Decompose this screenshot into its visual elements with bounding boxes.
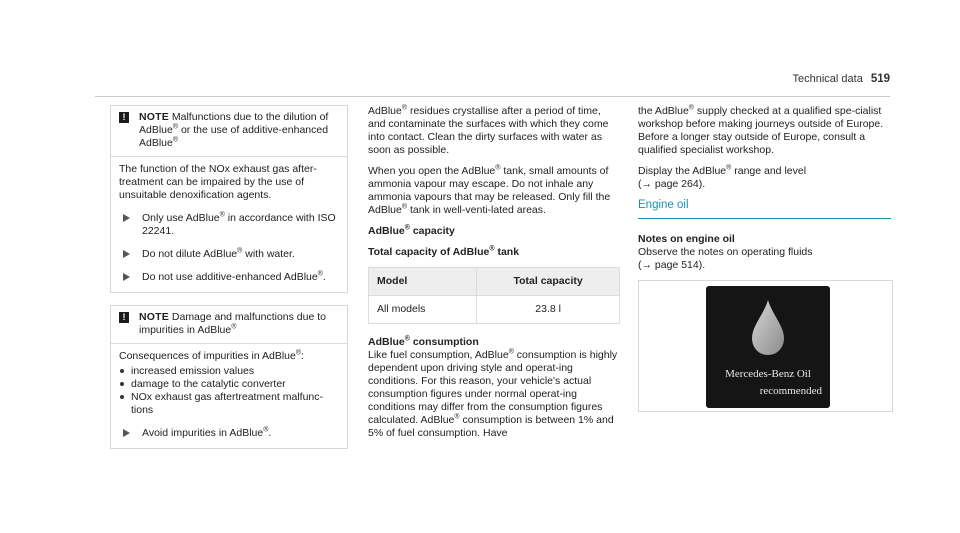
section-name: Technical data (792, 73, 863, 85)
table-row (369, 296, 620, 324)
column-left (110, 105, 348, 461)
step-arrow-icon (123, 250, 130, 258)
note-body (111, 344, 347, 448)
step-arrow-icon (123, 214, 130, 222)
oil-recommendation-logo (706, 286, 830, 408)
note-text: The function of the NOx exhaust gas after-treatment can be impaired by the use of unsuitable denoxification agents. (119, 163, 317, 201)
logo-text: Mercedes-Benz Oil (725, 368, 811, 380)
table-cell: All models (369, 296, 477, 324)
column-header: Total capacity (477, 268, 620, 296)
warning-icon: ! (119, 112, 129, 123)
page-ref-link[interactable]: (→ page 264). (638, 178, 706, 190)
paragraph: When you open the AdBlue® tank, small amounts of ammonia vapour may escape. Do not inhale any ammonia vapours that may be released. Only fill the AdBlue® tank in well-venti-lated areas. (368, 164, 611, 216)
page-header (792, 73, 890, 85)
step-item: Avoid impurities in AdBlue®. (119, 427, 339, 440)
column-header: Model (369, 268, 477, 296)
note-body (111, 157, 347, 292)
step-arrow-icon (123, 429, 130, 437)
column-middle (368, 105, 620, 448)
notes-heading: Notes on engine oil (638, 233, 735, 245)
step-arrow-icon (123, 273, 130, 281)
list-item: increased emission values (131, 365, 339, 378)
paragraph: the AdBlue® supply checked at a qualified spe-cialist workshop before making journeys outside of Europe. Before a longer stay outside of Europe, consult a qualified specialist workshop. (638, 104, 884, 156)
note-text: Consequences of impurities in AdBlue®: (119, 349, 304, 362)
paragraph: Like fuel consumption, AdBlue® consumption is highly dependent upon driving style and operat-ing conditions. For this reason, your vehicle's actual consumption figures under normal operat-ing conditions may differ from the consumption figures calculated. AdBlue® consumption is between 1% and 5% of fuel consumption. Have (368, 348, 618, 439)
note-title: NOTE Damage and malfunctions due to impurities in AdBlue® (139, 311, 326, 336)
section-title-engine-oil: Engine oil (638, 199, 891, 219)
step-item: Only use AdBlue® in accordance with ISO 22241. (119, 212, 339, 238)
list-item: NOx exhaust gas aftertreatment malfunc-tions (131, 391, 339, 417)
list-item: damage to the catalytic converter (131, 378, 339, 391)
capacity-heading: AdBlue® capacity (368, 224, 455, 237)
capacity-table (368, 267, 620, 324)
column-right (638, 105, 891, 412)
consequence-list (119, 365, 339, 417)
table-header-row (369, 268, 620, 296)
table-caption: Total capacity of AdBlue® tank (368, 245, 520, 258)
note-title: NOTE Malfunctions due to the dilution of AdBlue® or the use of additive-enhanced AdBlue® (139, 111, 329, 149)
page-ref-link[interactable]: (→ page 514). (638, 259, 706, 271)
paragraph: AdBlue® residues crystallise after a period of time, and contaminate the surfaces with which they come into contact. Clean the dirty surfaces with water as soon as possible. (368, 104, 609, 156)
warning-icon: ! (119, 312, 129, 323)
page-number: 519 (870, 73, 890, 85)
logo-text: recommended (759, 385, 822, 397)
step-item: Do not dilute AdBlue® with water. (119, 248, 339, 261)
paragraph: Display the AdBlue® range and level (→ page 264). (638, 164, 807, 190)
step-item: Do not use additive-enhanced AdBlue®. (119, 271, 339, 284)
note-box-impurities (110, 305, 348, 449)
consumption-heading: AdBlue® consumption (368, 335, 479, 348)
paragraph: Observe the notes on operating fluids (→ page 514). (638, 246, 813, 271)
table-cell: 23.8 l (477, 296, 620, 324)
note-header (111, 306, 347, 344)
image-frame (638, 280, 893, 412)
oil-drop-icon (750, 300, 786, 356)
note-box-dilution (110, 105, 348, 293)
note-header (111, 106, 347, 157)
header-rule (95, 96, 890, 97)
